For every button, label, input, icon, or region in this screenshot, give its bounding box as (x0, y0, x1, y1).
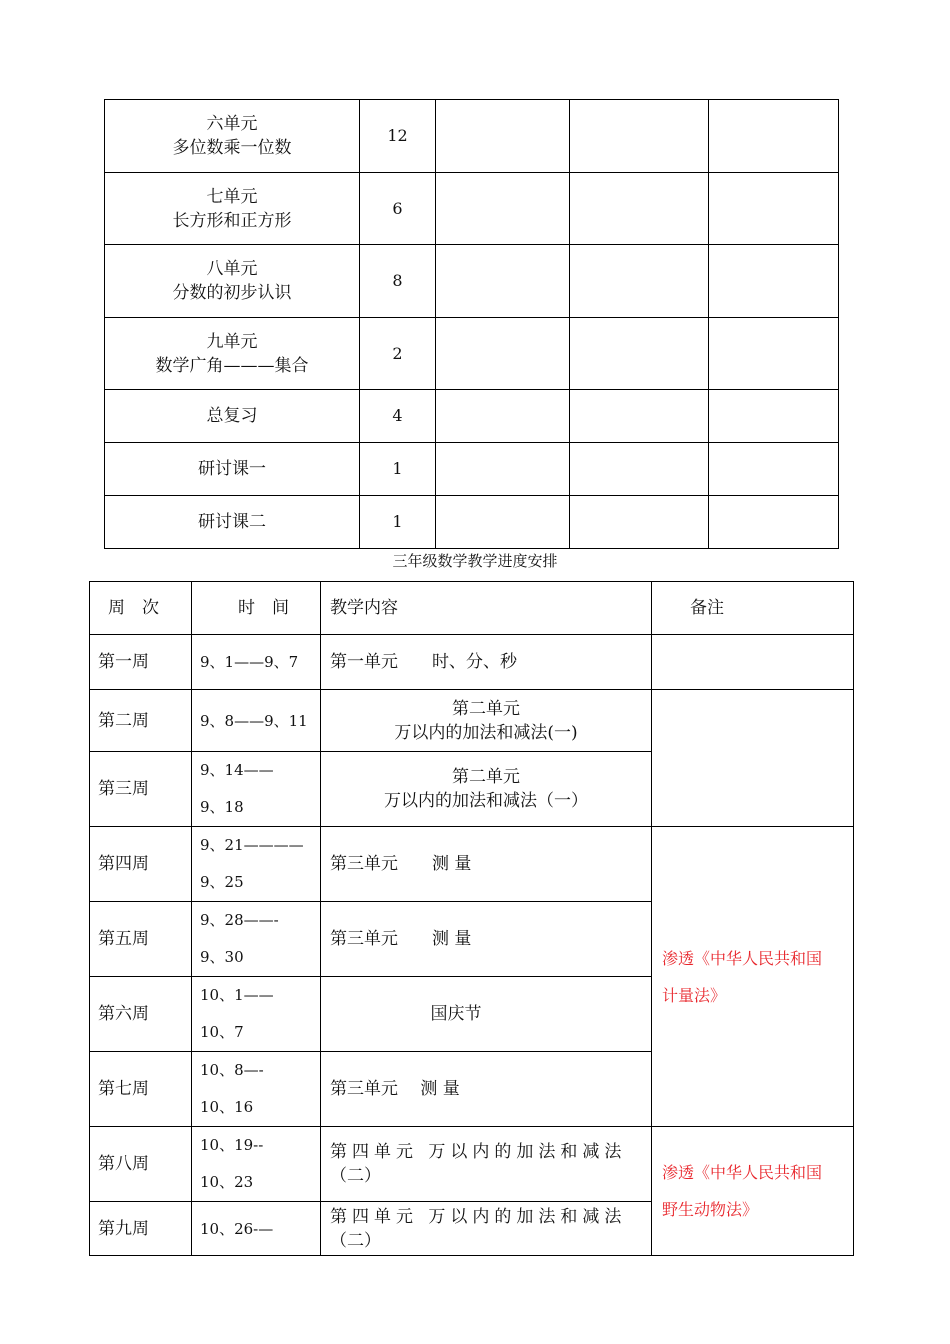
time-line: 9、18 (200, 798, 244, 816)
note-cell-metrology (652, 827, 854, 1127)
empty-cell (570, 443, 709, 496)
unit-name: 七单元 (206, 186, 258, 207)
content-cell: 第三单元 测 量 (321, 827, 652, 902)
empty-cell (709, 496, 839, 549)
content-cell: 国庆节 (321, 977, 652, 1052)
table-row (90, 827, 854, 902)
header-row (90, 582, 854, 635)
note-cell (652, 635, 854, 690)
note-line: 渗透《中华人民共和国 (662, 948, 823, 968)
note-line: 计量法》 (662, 985, 727, 1005)
unit-title: 长方形和正方形 (172, 210, 292, 231)
time-line: 10、16 (200, 1098, 254, 1116)
content-cell (321, 1127, 652, 1202)
time-line: 9、25 (200, 873, 244, 891)
content-cell (321, 690, 652, 752)
time-cell (192, 752, 321, 827)
unit-title: 研讨课一 (105, 443, 360, 496)
schedule-caption: 三年级数学教学进度安排 (392, 552, 558, 570)
unit-title: 研讨课二 (105, 496, 360, 549)
hours-cell: 4 (360, 390, 436, 443)
table-row (90, 690, 854, 752)
content-line: 第四单元 万以内的加法和减法 (330, 1206, 627, 1227)
units-table (104, 99, 839, 549)
time-line: 10、1—— (200, 986, 274, 1004)
content-line: 万以内的加法和减法（一） (384, 791, 588, 811)
empty-cell (570, 496, 709, 549)
empty-cell (709, 173, 839, 245)
time-line: 10、23 (200, 1173, 254, 1191)
note-cell (652, 690, 854, 827)
week-cell: 第五周 (90, 902, 192, 977)
unit-cell (105, 173, 360, 245)
header-week: 周 次 (90, 582, 192, 635)
empty-cell (436, 100, 570, 173)
table-row (105, 318, 839, 390)
time-cell (192, 827, 321, 902)
content-line: 第二单元 (452, 767, 520, 787)
empty-cell (709, 318, 839, 390)
hours-cell: 2 (360, 318, 436, 390)
table-row (90, 635, 854, 690)
hours-cell: 12 (360, 100, 436, 173)
time-cell: 10、26-— (192, 1202, 321, 1256)
time-line: 9、28——- (200, 911, 279, 929)
content-line: （二） (330, 1166, 381, 1186)
content-cell (321, 1202, 652, 1256)
week-cell: 第九周 (90, 1202, 192, 1256)
unit-cell (105, 318, 360, 390)
unit-name: 六单元 (206, 114, 258, 134)
time-cell (192, 1127, 321, 1202)
week-cell: 第八周 (90, 1127, 192, 1202)
unit-name: 八单元 (206, 259, 258, 279)
note-cell-wildlife (652, 1127, 854, 1256)
time-line: 9、21———— (200, 836, 304, 854)
empty-cell (709, 390, 839, 443)
unit-name: 九单元 (206, 331, 258, 352)
week-cell: 第一周 (90, 635, 192, 690)
table-row (105, 390, 839, 443)
content-line: 第二单元 (452, 698, 520, 719)
time-cell (192, 902, 321, 977)
content-line: （二） (330, 1230, 381, 1251)
time-cell: 9、8——9、11 (192, 690, 321, 752)
empty-cell (436, 173, 570, 245)
empty-cell (570, 390, 709, 443)
header-content: 教学内容 (321, 582, 652, 635)
time-line: 10、7 (200, 1023, 244, 1041)
time-cell (192, 977, 321, 1052)
empty-cell (436, 318, 570, 390)
empty-cell (570, 245, 709, 318)
content-cell: 第一单元 时、分、秒 (321, 635, 652, 690)
empty-cell (570, 173, 709, 245)
content-cell: 第三单元 测 量 (321, 902, 652, 977)
unit-cell (105, 100, 360, 173)
time-cell: 9、1——9、7 (192, 635, 321, 690)
hours-cell: 6 (360, 173, 436, 245)
time-line: 9、30 (200, 948, 244, 966)
empty-cell (709, 443, 839, 496)
note-line: 野生动物法》 (662, 1200, 759, 1219)
week-cell: 第七周 (90, 1052, 192, 1127)
empty-cell (436, 496, 570, 549)
content-cell (321, 752, 652, 827)
table-row (105, 496, 839, 549)
empty-cell (570, 318, 709, 390)
time-line: 9、14—— (200, 761, 274, 779)
hours-cell: 1 (360, 443, 436, 496)
header-note: 备注 (652, 582, 854, 635)
hours-cell: 8 (360, 245, 436, 318)
empty-cell (436, 390, 570, 443)
note-line: 渗透《中华人民共和国 (662, 1163, 823, 1182)
table-row (105, 100, 839, 173)
empty-cell (709, 245, 839, 318)
hours-cell: 1 (360, 496, 436, 549)
time-cell (192, 1052, 321, 1127)
table-row (105, 173, 839, 245)
table-row (105, 443, 839, 496)
empty-cell (436, 443, 570, 496)
unit-title: 数学广角———集合 (155, 355, 309, 376)
empty-cell (570, 100, 709, 173)
empty-cell (436, 245, 570, 318)
time-line: 10、8—- (200, 1061, 264, 1079)
schedule-table (89, 581, 854, 1256)
unit-title: 多位数乘一位数 (172, 138, 292, 158)
week-cell: 第四周 (90, 827, 192, 902)
unit-title: 分数的初步认识 (172, 283, 292, 303)
unit-title: 总复习 (105, 390, 360, 443)
unit-cell (105, 245, 360, 318)
week-cell: 第二周 (90, 690, 192, 752)
content-line: 第四单元 万以内的加法和减法 (330, 1142, 627, 1162)
week-cell: 第六周 (90, 977, 192, 1052)
header-time: 时 间 (192, 582, 321, 635)
content-cell: 第三单元 测 量 (321, 1052, 652, 1127)
time-line: 10、19-- (200, 1136, 264, 1154)
table-row (105, 245, 839, 318)
week-cell: 第三周 (90, 752, 192, 827)
content-line: 万以内的加法和减法(一) (394, 722, 578, 743)
empty-cell (709, 100, 839, 173)
table-row (90, 1127, 854, 1202)
